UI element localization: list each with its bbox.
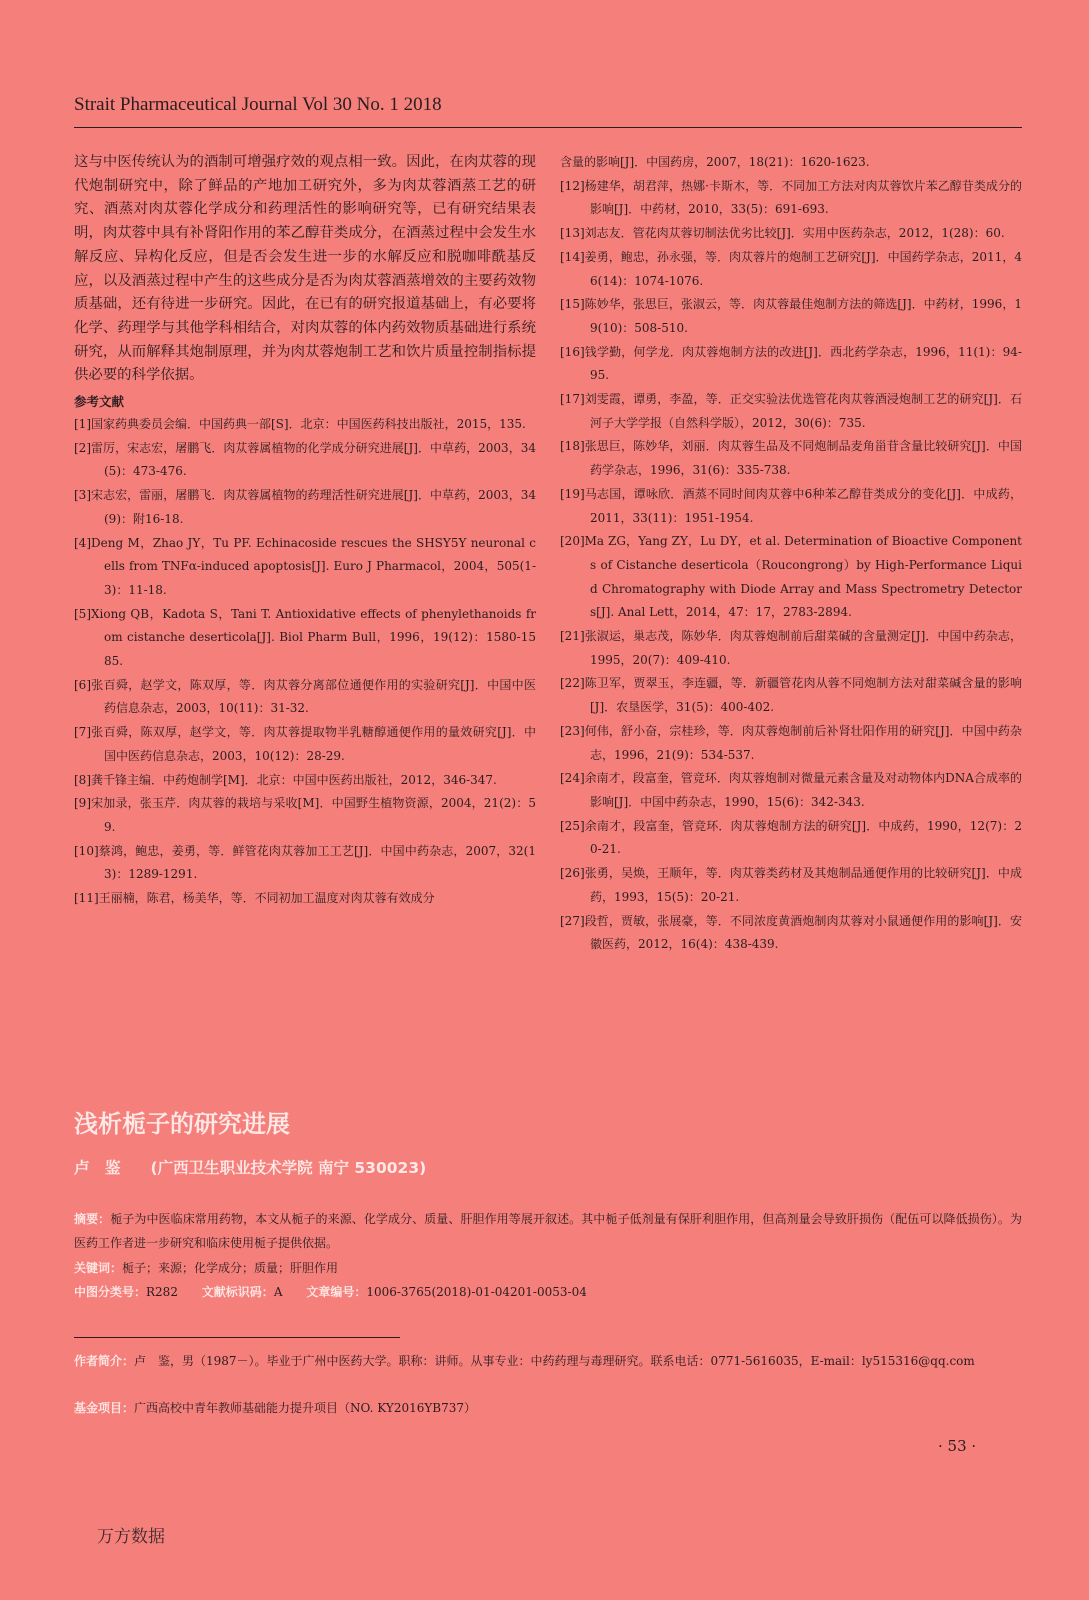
reference-item: [27]段哲，贾敏，张展豪，等．不同浓度黄酒炮制肉苁蓉对小鼠通便作用的影响[J]．安徽医药，2012，16(4)：438-439. bbox=[560, 913, 1022, 952]
author-line bbox=[74, 1156, 426, 1178]
reference-item: [18]张思巨，陈妙华，刘丽．肉苁蓉生品及不同炮制品麦角甾苷含量比较研究[J]．中国药学杂志，1996，31(6)：335-738. bbox=[560, 439, 1022, 478]
reference-item: [17]刘雯霞，谭勇，李盈，等．正交实验法优选管花肉苁蓉酒浸炮制工艺的研究[J]．石河子大学学报（自然科学版），2012，30(6)：735. bbox=[560, 392, 1022, 430]
abstract-text: 栀子为中医临床常用药物，本文从栀子的来源、化学成分、质量、肝胆作用等展开叙述。其中栀子低剂量有保肝利胆作用，但高剂量会导致肝损伤（配伍可以降低损伤）。为医药工作者进一步研究和临床使用栀子提供依据。 bbox=[74, 1212, 1022, 1250]
footnote-rule bbox=[74, 1337, 400, 1338]
journal-header: Strait Pharmaceutical Journal Vol 30 No. 1 2018 bbox=[74, 94, 442, 115]
reference-item: [6]张百舜，赵学文，陈双厚，等．肉苁蓉分离部位通便作用的实验研究[J]．中国中医药信息杂志，2003，10(11)：31-32. bbox=[74, 677, 536, 716]
references-right bbox=[560, 151, 1022, 957]
author-name: 卢 鉴 bbox=[74, 1159, 121, 1177]
author-bio-text: 卢 鉴，男（1987－）。毕业于广州中医药大学。职称：讲师。从事专业：中药药理与毒理研究。联系电话：0771-5616035，E-mail：ly515316@qq.com bbox=[134, 1354, 975, 1368]
watermark: 万方数据 bbox=[97, 1527, 165, 1547]
reference-item: [19]马志国，谭咏欣．酒蒸不同时间肉苁蓉中6种苯乙醇苷类成分的变化[J]．中成药，2011，33(11)：1951-1954. bbox=[560, 486, 1022, 525]
reference-item: [9]宋加录，张玉芹．肉苁蓉的栽培与采收[M]．中国野生植物资源，2004，21(2)：59. bbox=[74, 796, 536, 834]
article-title: 浅析栀子的研究进展 bbox=[74, 1110, 290, 1138]
reference-item: 含量的影响[J]．中国药房，2007，18(21)：1620-1623. bbox=[560, 155, 870, 169]
reference-item: [2]雷厉，宋志宏，屠鹏飞．肉苁蓉属植物的化学成分研究进展[J]．中草药，2003，34(5)：473-476. bbox=[74, 440, 536, 479]
author-bio bbox=[74, 1350, 1022, 1374]
reference-item: [5]Xiong QB，Kadota S，Tani T. Antioxidative effects of phenylethanoids from cistanche deserticola[J]. Biol Pharm Bull，1996，19(12)：1580-1585. bbox=[74, 606, 536, 669]
keywords-label: 关键词： bbox=[74, 1261, 123, 1275]
reference-item: [8]龚千锋主编．中药炮制学[M]．北京：中国中医药出版社，2012，346-347. bbox=[74, 772, 497, 787]
clc-label: 中图分类号： bbox=[74, 1285, 147, 1299]
references-title: 参考文献 bbox=[74, 394, 125, 410]
author-bio-label: 作者简介： bbox=[74, 1354, 135, 1368]
reference-item: [15]陈妙华，张思巨，张淑云，等．肉苁蓉最佳炮制方法的筛选[J]．中药材，1996，19(10)：508-510. bbox=[560, 297, 1022, 335]
classification-line bbox=[74, 1283, 607, 1300]
page-number: · 53 · bbox=[938, 1437, 977, 1455]
reference-item: [4]Deng M，Zhao JY，Tu PF. Echinacoside rescues the SHSY5Y neuronal cells from TNFα-induced apoptosis[J]. Euro J Pharmacol，2004，505(1-3)：11-18. bbox=[74, 535, 536, 597]
reference-item: [22]陈卫军，贾翠玉，李连疆，等．新疆管花肉从蓉不同炮制方法对甜菜碱含量的影响[J]．农垦医学，31(5)：400-402. bbox=[560, 676, 1022, 715]
reference-item: [26]张勇，吴焕，王顺年，等．肉苁蓉类药材及其炮制品通便作用的比较研究[J]．中成药，1993，15(5)：20-21. bbox=[560, 866, 1022, 904]
keywords-line bbox=[74, 1259, 338, 1276]
article-no-label: 文章编号： bbox=[306, 1285, 367, 1299]
header-rule bbox=[74, 127, 1022, 128]
author-affiliation: (广西卫生职业技术学院 南宁 530023) bbox=[150, 1159, 427, 1177]
body-paragraph: 这与中医传统认为的酒制可增强疗效的观点相一致。因此，在肉苁蓉的现代炮制研究中，除了鲜品的产地加工研究外，多为肉苁蓉酒蒸工艺的研究、酒蒸对肉苁蓉化学成分和药理活性的影响研究等，已有研究结果表明，肉苁蓉中具有补肾阳作用的苯乙醇苷类成分，在酒蒸过程中会发生水解反应、异构化反应，但是否会发生进一步的水解反应和脱咖啡酰基反应，以及酒蒸过程中产生的这些成分是否为肉苁蓉酒蒸增效的主要药效物质基础，还有待进一步研究。因此，在已有的研究报道基础上，有必要将化学、药理学与其他学科相结合，对肉苁蓉的体内药效物质基础进行系统研究，从而解释其炮制原理，并为肉苁蓉炮制工艺和饮片质量控制指标提供必要的科学依据。 bbox=[74, 154, 536, 384]
reference-item: [1]国家药典委员会编．中国药典一部[S]．北京：中国医药科技出版社，2015，135. bbox=[74, 417, 526, 432]
reference-item: [10]蔡鸿，鲍忠，姜勇，等．鲜管花肉苁蓉加工工艺[J]．中国中药杂志，2007，32(13)：1289-1291. bbox=[74, 843, 536, 882]
reference-item: [12]杨建华，胡君萍，热娜·卡斯木，等．不同加工方法对肉苁蓉饮片苯乙醇苷类成分的影响[J]．中药材，2010，33(5)：691-693. bbox=[560, 178, 1022, 217]
reference-item: [21]张淑运，巢志茂，陈妙华．肉苁蓉炮制前后甜菜碱的含量测定[J]．中国中药杂志，1995，20(7)：409-410. bbox=[560, 629, 1022, 667]
reference-item: [3]宋志宏，雷丽，屠鹏飞．肉苁蓉属植物的药理活性研究进展[J]．中草药，2003，34(9)：附16-18. bbox=[74, 488, 536, 526]
reference-item: [13]刘志友．管花肉苁蓉切制法优劣比较[J]．实用中医药杂志，2012，1(28)：60. bbox=[560, 226, 1005, 241]
reference-item: [14]姜勇，鲍忠，孙永强，等．肉苁蓉片的炮制工艺研究[J]．中国药学杂志，2011，46(14)：1074-1076. bbox=[560, 249, 1022, 288]
reference-item: [24]余南才，段富奎，管竞环．肉苁蓉炮制对微量元素含量及对动物体内DNA合成率的影响[J]．中国中药杂志，1990，15(6)：342-343. bbox=[560, 771, 1022, 809]
right-column bbox=[560, 151, 1022, 957]
fund-label: 基金项目： bbox=[74, 1401, 135, 1415]
reference-item: [11]王丽楠，陈君，杨美华，等．不同初加工温度对肉苁蓉有效成分 bbox=[74, 891, 435, 906]
doc-code-label: 文献标识码： bbox=[201, 1285, 274, 1299]
doc-code-value: A bbox=[273, 1285, 283, 1299]
abstract-label: 摘要： bbox=[74, 1212, 111, 1226]
fund-text: 广西高校中青年教师基础能力提升项目（NO. KY2016YB737） bbox=[134, 1401, 477, 1415]
fund-note bbox=[74, 1397, 1022, 1421]
clc-value: R282 bbox=[146, 1285, 178, 1299]
reference-item: [25]余南才，段富奎，管竞环．肉苁蓉炮制方法的研究[J]．中成药，1990，12(7)：20-21. bbox=[560, 818, 1022, 857]
article-no-value: 1006-3765(2018)-01-04201-0053-04 bbox=[366, 1285, 587, 1299]
abstract bbox=[74, 1208, 1022, 1255]
reference-item: [16]钱学勤，何学龙．肉苁蓉炮制方法的改进[J]．西北药学杂志，1996，11(1)：94-95. bbox=[560, 344, 1022, 383]
reference-item: [20]Ma ZG，Yang ZY，Lu DY，et al. Determination of Bioactive Components of Cistanche deserticola（Roucongrong）by High-Performance Liquid Chromatography with Diode Array and Mass Spectrometry Detectors[J]. Anal Lett，2014，47：17，2783-2894. bbox=[560, 534, 1022, 620]
reference-item: [23]何伟，舒小奋，宗桂珍，等．肉苁蓉炮制前后补肾壮阳作用的研究[J]．中国中药杂志，1996，21(9)：534-537. bbox=[560, 723, 1022, 762]
keywords-text: 栀子；来源；化学成分；质量；肝胆作用 bbox=[122, 1261, 339, 1275]
reference-item: [7]张百舜，陈双厚，赵学文，等．肉苁蓉提取物半乳糖醇通便作用的量效研究[J]．中国中医药信息杂志，2003，10(12)：28-29. bbox=[74, 725, 536, 763]
left-column bbox=[74, 151, 536, 911]
references-left bbox=[74, 413, 536, 911]
